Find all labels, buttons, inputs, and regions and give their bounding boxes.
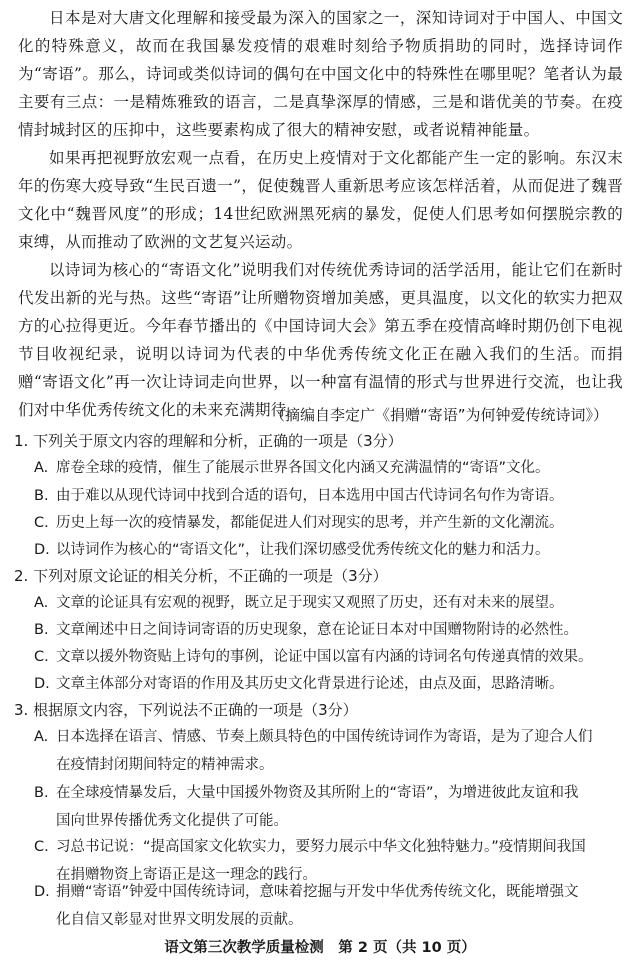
question-1-option-a <box>34 455 624 483</box>
option-text-line-1: 捐赠“寄语”钟爱中国传统诗词，意味着挖掘与开发中华优秀传统文化，既能增强文 <box>56 884 579 900</box>
option-text: 文章以援外物资贴上诗句的事例，论证中国以富有内涵的诗词名句传递真情的效果。 <box>56 649 593 665</box>
question-1-option-c <box>34 510 624 538</box>
option-text-line-1: 习总书记说：“提高国家文化软实力，要努力展示中华文化独特魅力。”疫情期间我国 <box>56 839 586 855</box>
question-2-option-a <box>34 590 624 618</box>
option-text-line-1: 日本选择在语言、情感、节奏上颇具特色的中国传统诗词作为寄语，是为了迎合人们 <box>56 729 593 745</box>
option-text: 历史上每一次的疫情暴发，都能促进人们对现实的思考，并产生新的文化潮流。 <box>56 515 564 531</box>
question-2-option-d <box>34 671 624 699</box>
question-3-stem: 3. 根据原文内容，下列说法不正确的一项是（3分） <box>14 701 358 719</box>
option-text-line-2: 化自信又彰显对世界文明发展的贡献。 <box>56 911 303 928</box>
option-text: 文章阐述中日之间诗词寄语的历史现象，意在论证日本对中国赠物附诗的必然性。 <box>56 622 578 638</box>
option-letter: C. <box>34 649 49 665</box>
question-1-stem: 1. 下列关于原文内容的理解和分析，正确的一项是（3分） <box>14 432 403 450</box>
passage-paragraph-3: 以诗词为核心的“寄语文化”说明我们对传统优秀诗词的活学活用，能让它们在新时代发出新的光与热。这些“寄语”让所赠物资增加美感，更具温度，以文化的软实力把双方的心拉得更近。今年春节播出的《中国诗词大会》第五季在疫情高峰时期仍创下电视节目收视纪录，说明以诗词为代表的中华优秀传统文化正在融入我们的生活。而捐赠“寄语文化”再一次让诗词走向世界，以一种富有温情的形式与世界进行交流，也让我们对中华优秀传统文化的未来充满期待。 <box>18 261 623 419</box>
option-text: 文章的论证具有宏观的视野，既立足于现实又观照了历史，还有对未来的展望。 <box>56 595 564 611</box>
option-text: 文章主体部分对寄语的作用及其历史文化背景进行论述，由点及面，思路清晰。 <box>56 676 564 692</box>
question-3-option-d <box>34 879 624 934</box>
option-text-line-2: 国向世界传播优秀文化提供了可能。 <box>56 812 288 829</box>
option-letter: D. <box>34 884 50 900</box>
option-text: 席卷全球的疫情，催生了能展示世界各国文化内涵又充满温情的“寄语”文化。 <box>56 460 550 476</box>
option-letter: D. <box>34 542 50 558</box>
question-2-stem: 2. 下列对原文论证的相关分析，不正确的一项是（3分） <box>14 567 388 585</box>
option-letter: C. <box>34 839 49 855</box>
option-letter: C. <box>34 515 49 531</box>
passage-paragraph-1: 日本是对大唐文化理解和接受最为深入的国家之一，深知诗词对于中国人、中国文化的特殊意义，故而在我国暴发疫情的艰难时刻给予物质捐助的同时，选择诗词作为“寄语”。那么，诗词或类似诗词的偶句在中国文化中的特殊性在哪里呢？笔者认为最主要有三点：一是精炼雅致的语言，二是真挚深厚的情感，三是和谐优美的节奏。在疫情封城封区的压抑中，这些要素构成了很大的精神安慰，或者说精神能量。 <box>18 9 623 139</box>
question-2-option-b <box>34 617 624 645</box>
question-1-option-b <box>34 483 624 511</box>
option-text-line-2: 在疫情封闭期间特定的精神需求。 <box>56 756 274 773</box>
option-text: 由于难以从现代诗词中找到合适的语句，日本选用中国古代诗词名句作为寄语。 <box>56 488 564 504</box>
question-1-option-d <box>34 537 624 565</box>
page-footer: 语文第三次教学质量检测 第 2 页（共 10 页） <box>164 940 476 956</box>
option-letter: A. <box>34 460 49 476</box>
option-letter: B. <box>34 488 49 504</box>
option-letter: B. <box>34 785 49 801</box>
question-3-option-b <box>34 780 624 835</box>
passage-source: （摘编自李定广《捐赠“寄语”为何钟爱传统诗词》） <box>269 406 608 424</box>
passage-paragraph-2: 如果再把视野放宏观一点看，在历史上疫情对于文化都能产生一定的影响。东汉末年的伤寒大疫导致“生民百遗一”，促使魏晋人重新思考应该怎样活着，从而促进了魏晋文化中“魏晋风度”的形成；14世纪欧洲黑死病的暴发，促使人们思考如何摆脱宗教的束缚，从而推动了欧洲的文艺复兴运动。 <box>18 149 623 251</box>
option-letter: D. <box>34 676 50 692</box>
question-3-option-a <box>34 724 624 779</box>
question-2-option-c <box>34 644 624 672</box>
option-letter: A. <box>34 729 49 745</box>
option-text-line-2: 在捐赠物资上寄语正是这一理念的践行。 <box>56 866 317 883</box>
option-letter: B. <box>34 622 49 638</box>
option-letter: A. <box>34 595 49 611</box>
option-text-line-1: 在全球疫情暴发后，大量中国援外物资及其所附上的“寄语”，为增进彼此友谊和我 <box>56 785 579 801</box>
option-text: 以诗词作为核心的“寄语文化”，让我们深切感受优秀传统文化的魅力和活力。 <box>56 542 550 558</box>
